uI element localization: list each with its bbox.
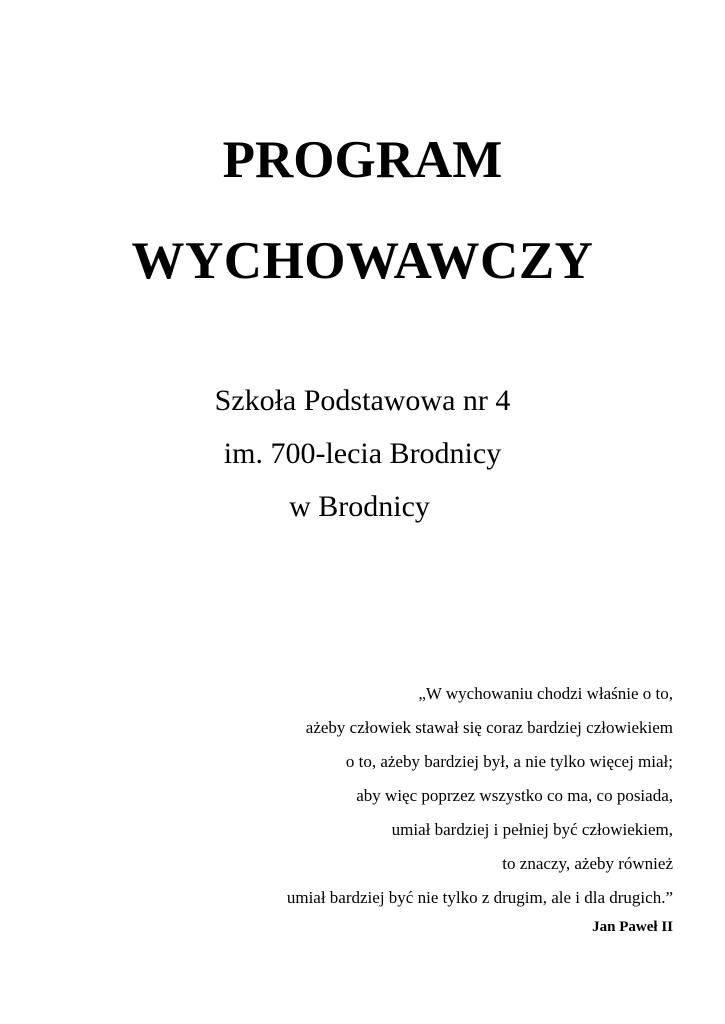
quote-line: aby więc poprzez wszystko co ma, co posiada,: [356, 786, 673, 805]
quote-line: to znaczy, ażeby również: [502, 854, 673, 873]
quote-line: umiał bardziej być nie tylko z drugim, ale i dla drugich.”: [286, 888, 673, 907]
school-name: Szkoła Podstawowa nr 4: [214, 384, 511, 417]
school-city: w Brodnicy: [289, 490, 430, 523]
document-title-line-2: WYCHOWAWCZY: [131, 232, 594, 290]
document-title-line-1: PROGRAM: [222, 131, 503, 189]
epigraph-quote: [153, 683, 673, 921]
quote-author: Jan Paweł II: [592, 919, 673, 935]
quote-line: umiał bardziej i pełniej być człowiekiem,: [391, 820, 673, 839]
quote-line: „W wychowaniu chodzi właśnie o to,: [418, 684, 673, 703]
quote-line: o to, ażeby bardziej był, a nie tylko więcej miał;: [345, 752, 673, 771]
quote-line: ażeby człowiek stawał się coraz bardziej człowiekiem: [305, 718, 673, 737]
school-patron: im. 700-lecia Brodnicy: [223, 437, 502, 470]
